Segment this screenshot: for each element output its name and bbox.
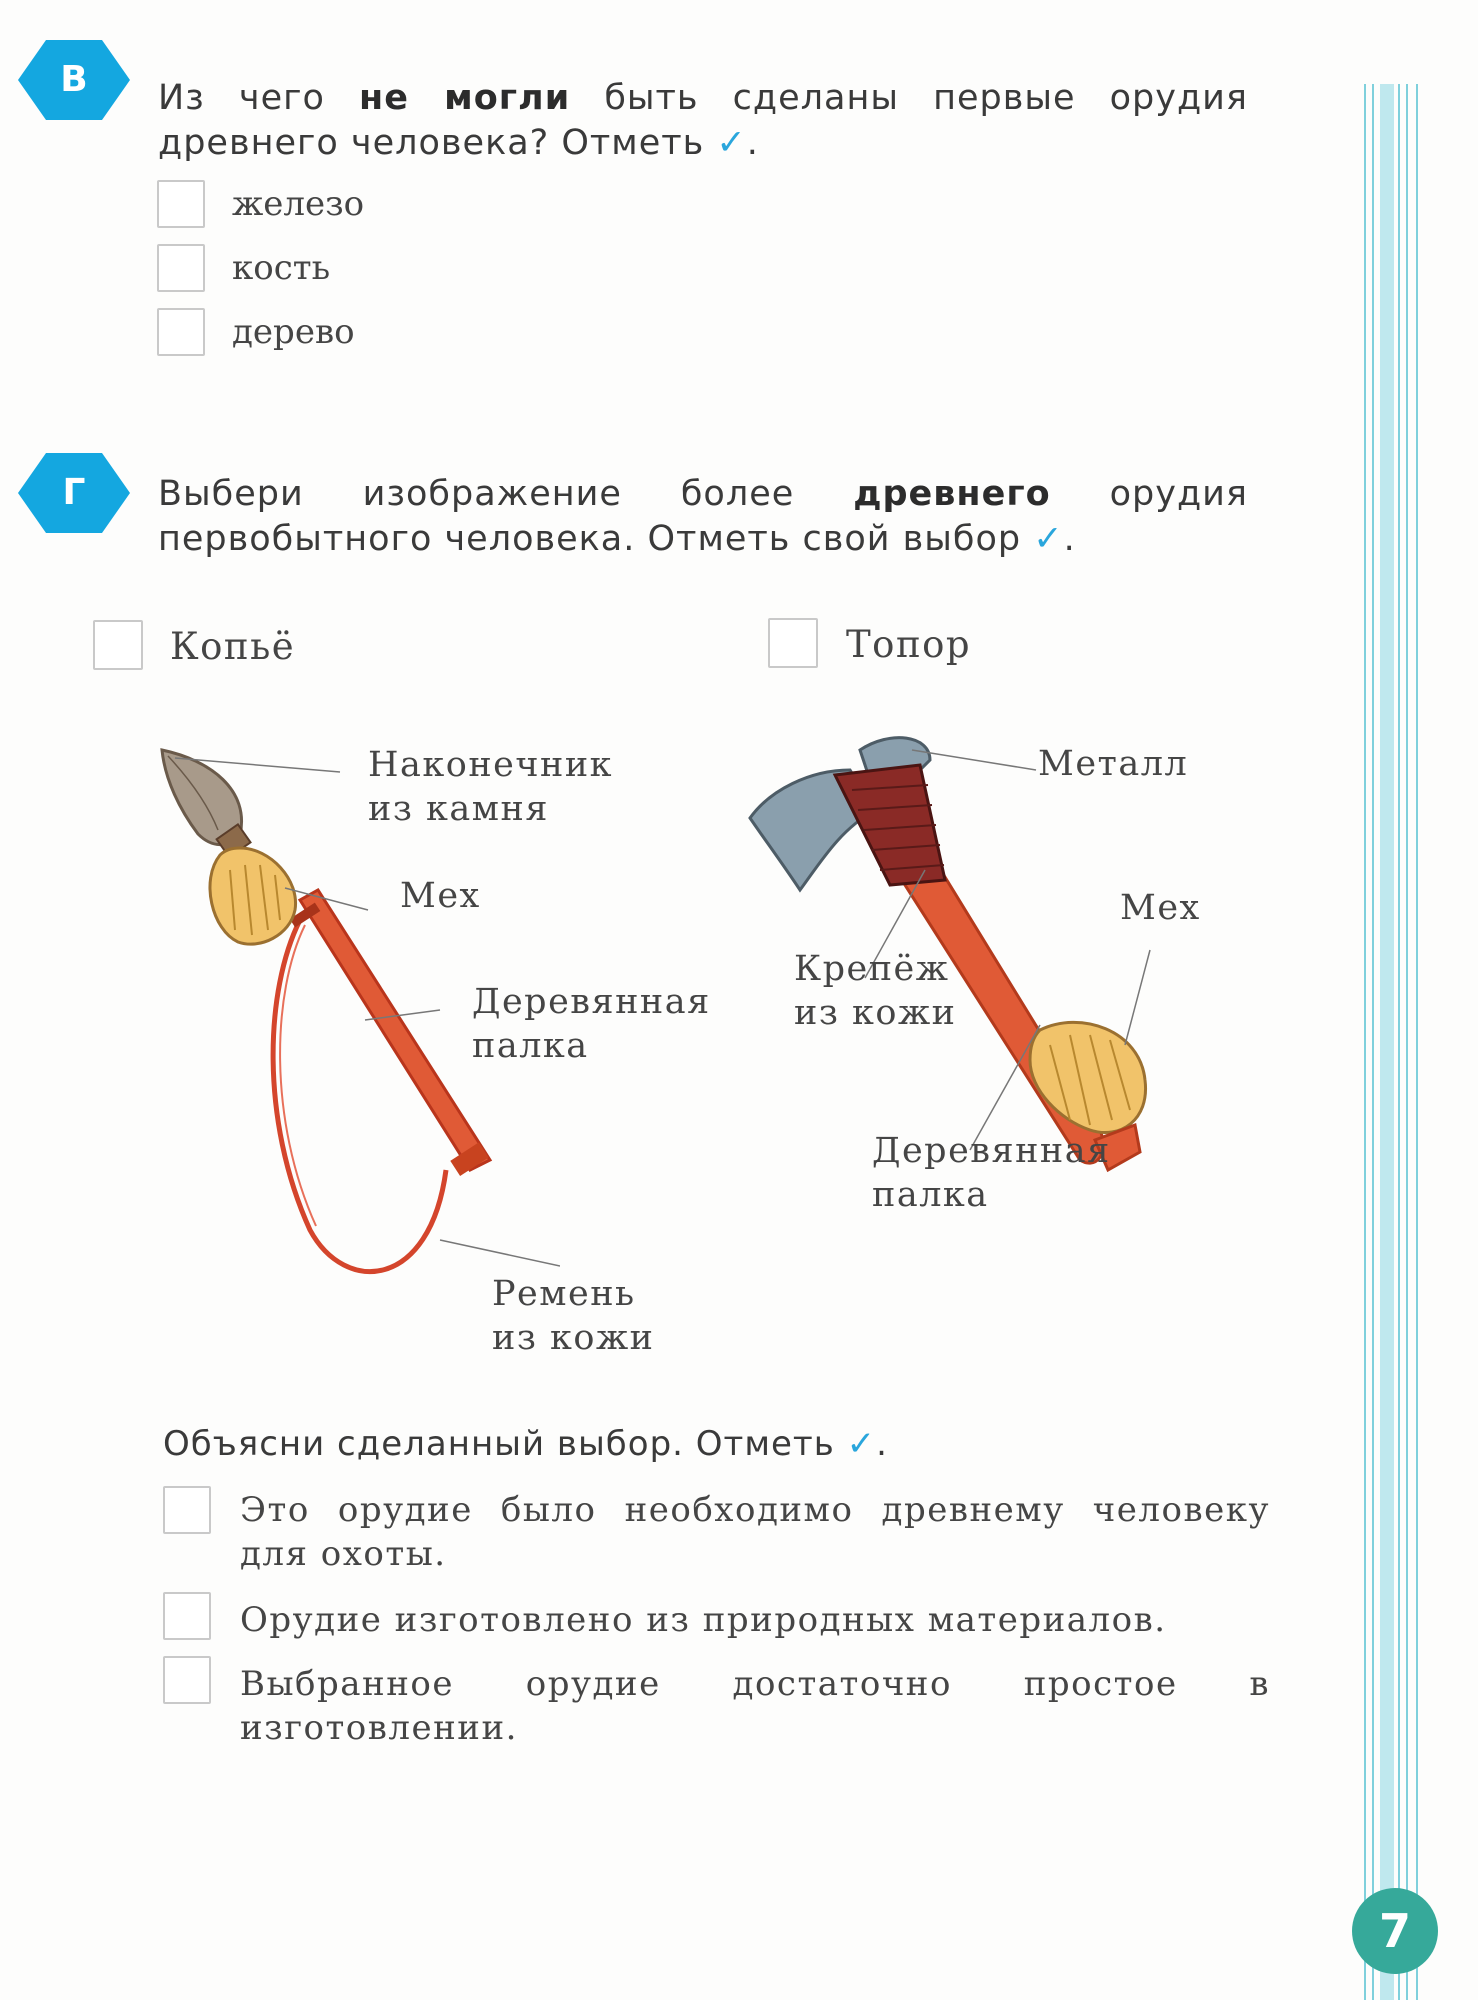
choice-axe-label: Топор xyxy=(846,623,972,666)
option-iron: железо xyxy=(232,184,365,224)
checkbox-spear[interactable] xyxy=(93,620,143,670)
task-v-question: Из чего не могли быть сделаны первые орудия древнего человека? Отметь ✓. xyxy=(158,78,1248,163)
checkbox-iron[interactable] xyxy=(157,180,205,228)
choice-spear-label: Копьё xyxy=(170,625,296,668)
task-g-letter: Г xyxy=(62,472,86,513)
margin-stripes xyxy=(1364,84,1424,2000)
option-wood: дерево xyxy=(232,312,355,352)
explain-option-simple: Выбранное орудие достаточно простое в изготовлении. xyxy=(240,1664,1270,1748)
axe-metal-label: Металл xyxy=(1038,744,1189,784)
checkbox-explain-hunting[interactable] xyxy=(163,1486,211,1534)
spear-strap-label: Ремень из кожи xyxy=(492,1274,655,1358)
task-v-badge xyxy=(18,40,130,120)
task-v-letter: В xyxy=(60,59,88,100)
spear-stick-label: Деревянная палка xyxy=(472,982,711,1066)
axe-binding-label: Крепёж из кожи xyxy=(794,949,957,1033)
axe-stick-label: Деревянная палка xyxy=(872,1131,1111,1215)
checkbox-explain-simple[interactable] xyxy=(163,1656,211,1704)
spear-fur-label: Мех xyxy=(400,876,481,916)
explain-option-natural: Орудие изготовлено из природных материалов. xyxy=(240,1600,1167,1640)
checkbox-wood[interactable] xyxy=(157,308,205,356)
spear-tip-label: Наконечник из камня xyxy=(368,745,614,829)
option-bone: кость xyxy=(232,248,331,288)
page-number: 7 xyxy=(1352,1888,1438,1974)
explain-option-hunting: Это орудие было необходимо древнему человеку для охоты. xyxy=(240,1490,1270,1574)
checkbox-bone[interactable] xyxy=(157,244,205,292)
task-g-question: Выбери изображение более древнего орудия первобытного человека. Отметь свой выбор ✓. xyxy=(158,474,1248,559)
task-g-badge xyxy=(18,453,130,533)
check-mark-icon: ✓ xyxy=(846,1424,877,1464)
checkbox-axe[interactable] xyxy=(768,618,818,668)
explain-prompt: Объясни сделанный выбор. Отметь ✓. xyxy=(163,1424,888,1464)
checkbox-explain-natural[interactable] xyxy=(163,1592,211,1640)
check-mark-icon: ✓ xyxy=(716,123,747,163)
axe-fur-label: Мех xyxy=(1120,888,1201,928)
check-mark-icon: ✓ xyxy=(1033,519,1064,559)
